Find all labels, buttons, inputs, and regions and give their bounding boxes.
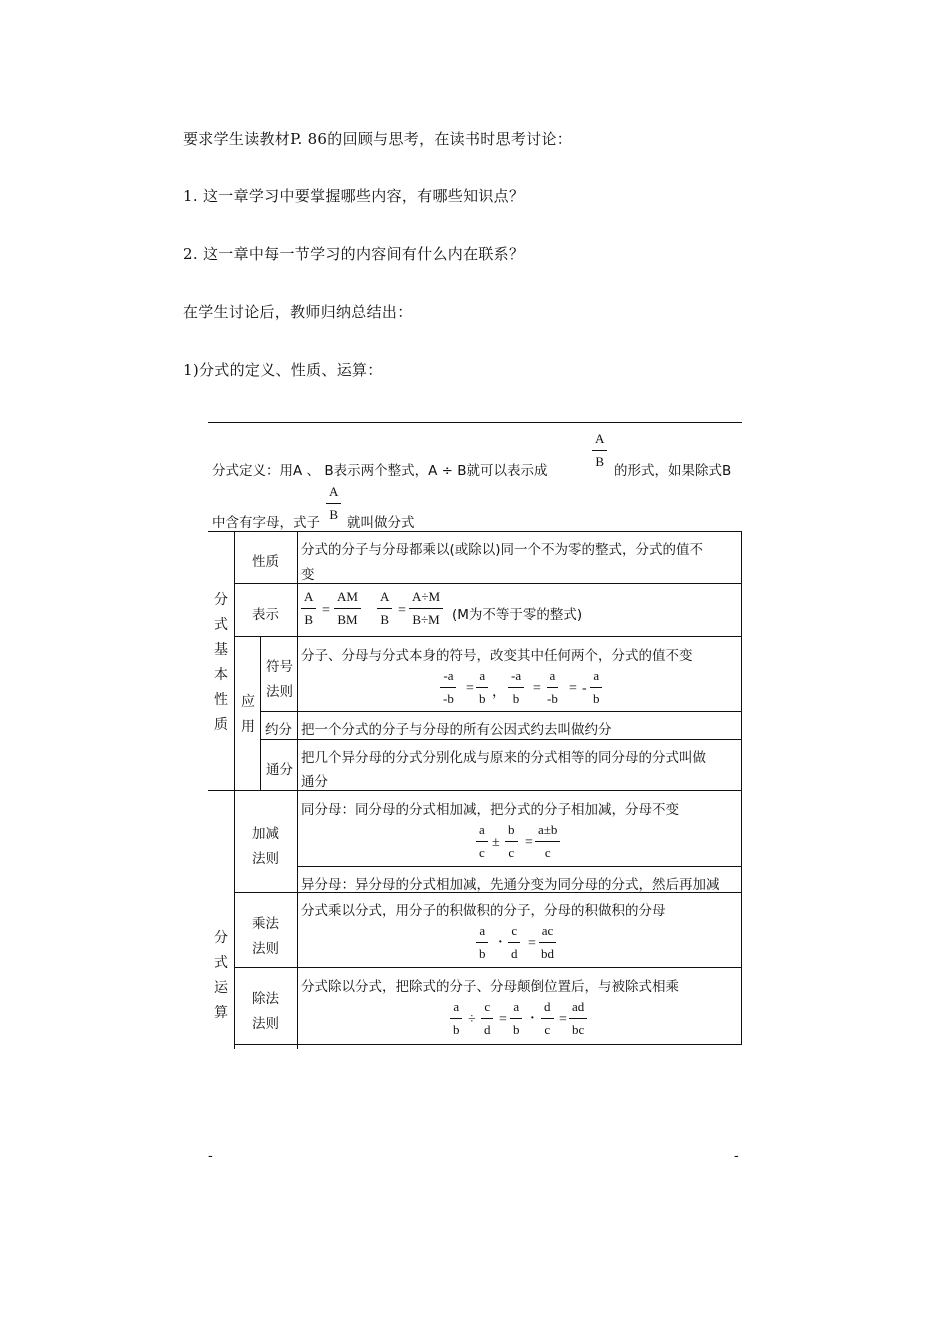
table-divider bbox=[234, 967, 742, 968]
table-right-border bbox=[741, 531, 742, 1044]
nature-text-line1: 分式的分子与分母都乘以(或除以)同一个不为零的整式，分式的值不 bbox=[301, 542, 704, 558]
table-divider bbox=[260, 739, 742, 740]
common-denominator-label: 通分 bbox=[266, 762, 293, 778]
table-divider bbox=[234, 636, 742, 637]
table-left-border bbox=[234, 531, 235, 1049]
minus-sign: - bbox=[582, 681, 587, 696]
add-sub-label-1: 加减 bbox=[252, 826, 279, 842]
dot-operator: · bbox=[498, 935, 503, 950]
add-sub-fraction-1: $\frac{a}{c}$ bbox=[476, 821, 488, 862]
sign-fraction-1: $\frac{-a}{-b}$ bbox=[440, 667, 457, 708]
division-sign: ÷ bbox=[468, 1012, 476, 1027]
table-divider bbox=[297, 866, 742, 867]
divide-fraction-4: $\frac{d}{c}$ bbox=[541, 998, 554, 1039]
table-top-border bbox=[208, 422, 742, 423]
representation-fraction-am-bm: $\frac{AM}{BM}$ bbox=[334, 588, 361, 629]
multiply-label-2: 法则 bbox=[252, 941, 279, 957]
equals-sign: = bbox=[569, 681, 577, 696]
multiply-fraction-3: $\frac{ac}{bd}$ bbox=[538, 922, 557, 963]
representation-fraction-a-b-2: $\frac{A}{B}$ bbox=[377, 588, 392, 629]
equals-sign: = bbox=[528, 936, 536, 951]
sign-fraction-4: $\frac{a}{-b}$ bbox=[547, 668, 558, 706]
add-sub-label-2: 法则 bbox=[252, 851, 279, 867]
representation-label: 表示 bbox=[252, 607, 279, 623]
nature-label: 性质 bbox=[252, 554, 279, 570]
equals-sign: = bbox=[466, 681, 474, 696]
multiply-text: 分式乘以分式，用分子的积做积的分子，分母的积做积的分母 bbox=[301, 903, 666, 919]
table-divider bbox=[208, 790, 742, 791]
dot-operator: · bbox=[530, 1011, 535, 1026]
sign-fraction-3: $\frac{-a}{b}$ bbox=[508, 667, 524, 708]
table-bottom-border bbox=[234, 1044, 742, 1045]
paragraph-instruction: 要求学生读教材P. 86的回顾与思考，在读书时思考讨论： bbox=[183, 130, 573, 148]
table-divider bbox=[260, 711, 742, 712]
paragraph-question-2: 2. 这一章中每一节学习的内容间有什么内在联系？ bbox=[183, 245, 525, 263]
table-divider bbox=[208, 531, 742, 532]
sign-rule-label-1: 符号 bbox=[266, 659, 293, 675]
common-denominator-text-line1: 把几个异分母的分式分别化成与原来的分式相等的同分母的分式叫做 bbox=[301, 750, 706, 766]
group-label-basic-properties: 分 式 基 本 性 质 bbox=[214, 592, 228, 733]
equals-sign: = bbox=[533, 681, 541, 696]
plus-minus-sign: ± bbox=[492, 835, 500, 850]
divide-label-1: 除法 bbox=[252, 991, 279, 1007]
definition-fraction: $\frac{A}{B}$ bbox=[592, 430, 607, 471]
common-denominator-text-line2: 通分 bbox=[301, 774, 328, 790]
multiply-fraction-2: $\frac{c}{d}$ bbox=[508, 922, 521, 963]
sign-fraction-5: $\frac{a}{b}$ bbox=[590, 667, 603, 708]
reduce-label: 约分 bbox=[265, 722, 292, 738]
table-divider bbox=[234, 583, 742, 584]
equals-sign: = bbox=[559, 1012, 567, 1027]
table-column-line bbox=[260, 636, 261, 790]
add-sub-different-denominator: 异分母：异分母的分式相加减，先通分变为同分母的分式，然后再加减 bbox=[301, 877, 720, 893]
representation-fraction-a-b: $\frac{A}{B}$ bbox=[301, 588, 316, 629]
sign-rule-text: 分子、分母与分式本身的符号，改变其中任何两个，分式的值不变 bbox=[301, 648, 693, 664]
paragraph-section-heading: 1)分式的定义、性质、运算： bbox=[183, 361, 383, 379]
divide-fraction-3: $\frac{a}{b}$ bbox=[510, 998, 523, 1039]
paragraph-summary: 在学生讨论后，教师归纳总结出： bbox=[183, 303, 413, 321]
divide-label-2: 法则 bbox=[252, 1016, 279, 1032]
multiply-label-1: 乘法 bbox=[252, 916, 279, 932]
equals-sign: = bbox=[398, 603, 406, 618]
definition-text-line1: 分式定义：用A 、 B表示两个整式，A ÷ B就可以表示成 bbox=[212, 463, 548, 479]
add-sub-fraction-3: $\frac{a\pm b}{c}$ bbox=[535, 821, 560, 862]
footer-mark-right: - bbox=[734, 1148, 739, 1164]
paragraph-question-1: 1. 这一章学习中要掌握哪些内容，有哪些知识点？ bbox=[183, 187, 525, 205]
equals-sign: = bbox=[322, 603, 330, 618]
divide-text: 分式除以分式，把除式的分子、分母颠倒位置后，与被除式相乘 bbox=[301, 979, 679, 995]
definition-text-line2: 中含有字母，式子 bbox=[212, 515, 320, 531]
representation-fraction-am-div: $\frac{A\div M}{B\div M}$ bbox=[409, 588, 443, 629]
group-label-application: 应 用 bbox=[241, 694, 255, 735]
divide-fraction-1: $\frac{a}{b}$ bbox=[450, 998, 463, 1039]
definition-fraction-2: $\frac{A}{B}$ bbox=[326, 483, 341, 524]
multiply-fraction-1: $\frac{a}{b}$ bbox=[476, 922, 489, 963]
add-sub-fraction-2: $\frac{b}{c}$ bbox=[505, 821, 518, 862]
reduce-text: 把一个分式的分子与分母的所有公因式约去叫做约分 bbox=[301, 722, 612, 738]
sign-rule-label-2: 法则 bbox=[266, 684, 293, 700]
definition-text-line1-tail: 的形式，如果除式B bbox=[614, 463, 732, 479]
equals-sign: = bbox=[499, 1012, 507, 1027]
add-sub-same-denominator: 同分母：同分母的分式相加减，把分式的分子相加减，分母不变 bbox=[301, 802, 679, 818]
table-column-line bbox=[297, 531, 298, 1049]
definition-text-line2-tail: 就叫做分式 bbox=[347, 515, 415, 531]
divide-fraction-2: $\frac{c}{d}$ bbox=[481, 998, 494, 1039]
representation-note: (M为不等于零的整式) bbox=[452, 607, 583, 623]
nature-text-line2: 变 bbox=[301, 567, 315, 583]
footer-mark-left: - bbox=[208, 1148, 213, 1164]
comma: ， bbox=[492, 685, 506, 700]
divide-fraction-5: $\frac{ad}{bc}$ bbox=[569, 998, 587, 1039]
equals-sign: = bbox=[525, 835, 533, 850]
sign-fraction-2: $\frac{a}{b}$ bbox=[476, 667, 489, 708]
group-label-operations: 分 式 运 算 bbox=[214, 930, 228, 1021]
